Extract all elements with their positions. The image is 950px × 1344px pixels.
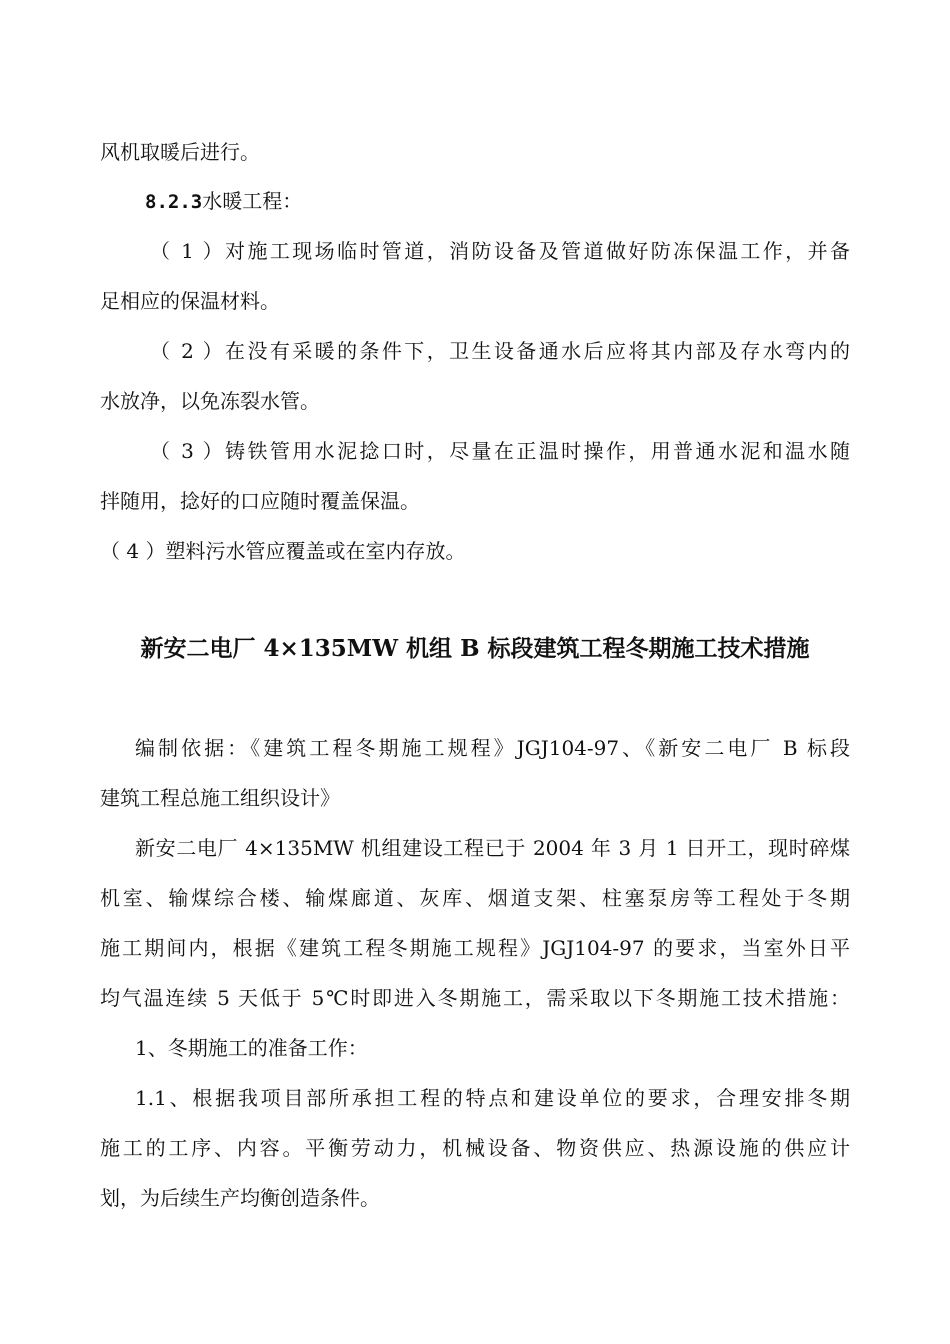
- paragraph-line: 拌随用，捻好的口应随时覆盖保温。: [100, 489, 420, 513]
- section-number: 8.2.3: [145, 191, 203, 213]
- section-heading: [145, 186, 895, 217]
- paragraph-line: 建筑工程总施工组织设计》: [100, 786, 340, 810]
- list-heading: 1、冬期施工的准备工作：: [135, 1036, 368, 1060]
- section-heading-label: 水暖工程：: [202, 189, 303, 213]
- paragraph-line: 1.1、根据我项目部所承担工程的特点和建设单位的要求，合理安排冬期: [135, 1086, 850, 1110]
- paragraph-line: 新安二电厂 4×135MW 机组建设工程已于 2004 年 3 月 1 日开工，现时碎煤: [135, 836, 850, 860]
- paragraph-line: 机室、输煤综合楼、输煤廊道、灰库、烟道支架、柱塞泵房等工程处于冬期: [100, 886, 850, 910]
- paragraph-line: 风机取暖后进行。: [100, 140, 260, 164]
- paragraph-line: 施工的工序、内容。平衡劳动力，机械设备、物资供应、热源设施的供应计: [100, 1136, 850, 1160]
- paragraph-line: 水放净，以免冻裂水管。: [100, 389, 320, 413]
- paragraph-line: 划，为后续生产均衡创造条件。: [100, 1186, 380, 1210]
- paragraph-line: （ 3 ）铸铁管用水泥捻口时，尽量在正温时操作，用普通水泥和温水随: [150, 439, 850, 463]
- paragraph-line: 均气温连续 5 天低于 5℃时即进入冬期施工，需采取以下冬期施工技术措施：: [100, 986, 850, 1010]
- paragraph-line: 编制依据：《建筑工程冬期施工规程》JGJ104-97、《新安二电厂 B 标段: [135, 736, 850, 760]
- paragraph-line: 足相应的保温材料。: [100, 289, 280, 313]
- document-title: 新安二电厂 4×135MW 机组 B 标段建筑工程冬期施工技术措施: [140, 635, 810, 662]
- paragraph-line: 施工期间内，根据《建筑工程冬期施工规程》JGJ104-97 的要求，当室外日平: [100, 936, 850, 960]
- paragraph-line: （ 1 ）对施工现场临时管道，消防设备及管道做好防冻保温工作，并备: [150, 239, 850, 263]
- paragraph-line: （ 4 ）塑料污水管应覆盖或在室内存放。: [100, 539, 466, 563]
- paragraph-line: （ 2 ）在没有采暖的条件下，卫生设备通水后应将其内部及存水弯内的: [150, 339, 850, 363]
